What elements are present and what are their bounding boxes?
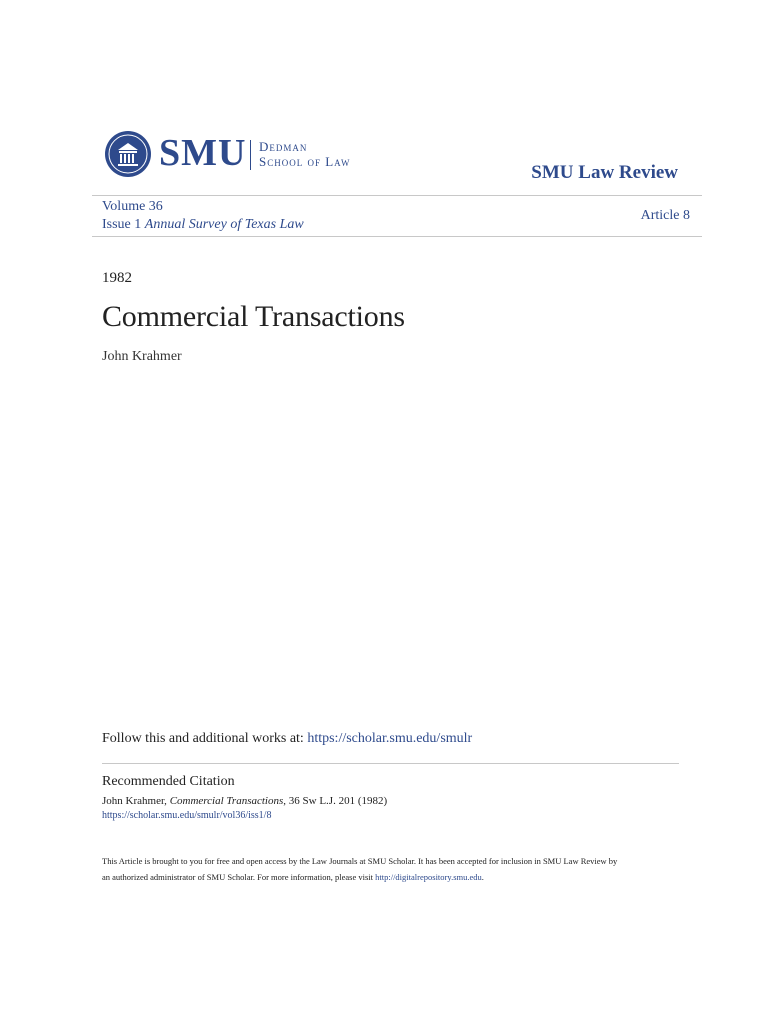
volume-link[interactable]: Volume 36 [102,199,163,214]
repository-link[interactable]: http://digitalrepository.smu.edu [375,872,482,882]
citation-url-link[interactable]: https://scholar.smu.edu/smulr/vol36/iss1/8 [102,810,272,821]
logo-divider [250,140,251,170]
header-divider [92,195,702,196]
follow-line [102,731,472,747]
issue-name: Annual Survey of Texas Law [144,217,304,232]
university-seal-icon [104,130,152,178]
citation-title: Commercial Transactions [169,795,284,807]
logo-school-line1: Dedman [259,139,308,154]
access-notice-period: . [481,872,484,882]
logo-wordmark: SMU [159,132,247,174]
logo-school-line2: School of Law [259,154,351,169]
journal-title[interactable]: SMU Law Review [531,162,678,183]
issue-link[interactable] [102,217,304,233]
citation-source: , 36 Sw L.J. 201 (1982) [283,795,388,807]
citation-text [102,795,387,807]
issue-number: Issue 1 [102,217,142,232]
citation-author: John Krahmer, [102,795,167,807]
issue-divider [92,236,702,237]
access-notice-line1: This Article is brought to you for free and open access by the Law Journals at SMU Scholar. It has been accepted for inclusion in SMU Law Review by [102,856,618,866]
follow-url-link[interactable]: https://scholar.smu.edu/smulr [307,731,473,746]
article-year: 1982 [102,270,132,286]
access-notice-text: an authorized administrator of SMU Scholar. For more information, please visit [102,872,373,882]
access-notice-line2 [102,872,484,882]
follow-label: Follow this and additional works at: [102,731,304,746]
article-number-link[interactable]: Article 8 [640,208,690,223]
article-title: Commercial Transactions [102,300,405,333]
article-author: John Krahmer [102,349,182,364]
citation-heading: Recommended Citation [102,774,235,789]
follow-divider [102,763,679,764]
